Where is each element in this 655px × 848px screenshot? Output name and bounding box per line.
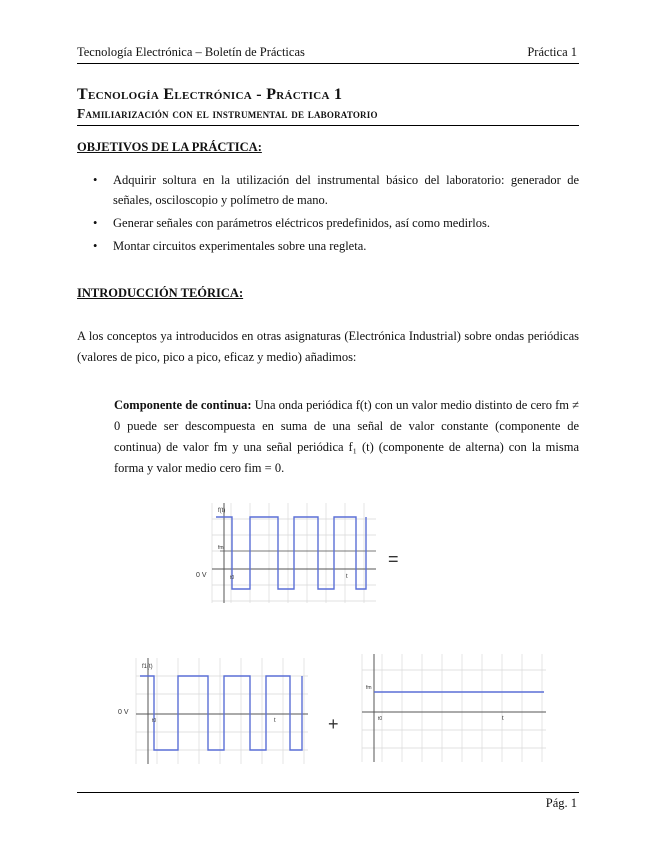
running-header-left: Tecnología Electrónica – Boletín de Prácticas <box>77 45 305 59</box>
component-paragraph <box>114 395 579 479</box>
document-subtitle: Familiarización con el instrumental de laboratorio <box>77 106 378 121</box>
list-item-text: Generar señales con parámetros eléctricos predefinidos, así como medirlos. <box>113 216 490 230</box>
t-label: t <box>502 716 504 722</box>
zero-volt-label: 0 V <box>196 572 207 579</box>
square-wave <box>140 676 302 750</box>
objectives-heading: OBJETIVOS DE LA PRÁCTICA: <box>77 140 262 154</box>
bullet-icon: • <box>93 216 98 230</box>
zero-volt-label: 0 V <box>118 709 129 716</box>
footer-rule <box>77 792 579 793</box>
t0-label: t0 <box>378 716 383 722</box>
t0-label: t0 <box>152 718 157 724</box>
bullet-icon: • <box>93 239 98 253</box>
list-item-text: Montar circuitos experimentales sobre una regleta. <box>113 239 367 253</box>
component-text: Una onda periódica f(t) con un valor medio distinto de cero fm ≠ 0 puede ser descompuesta en suma de una señal de valor constante (componente de continua) de valor fm y una señal periódica f₁ (t) (componente de alterna) con la misma forma y valor medio cero fim = 0. <box>114 398 579 475</box>
f1x-label: f1(t) <box>142 664 153 670</box>
intro-paragraph: A los conceptos ya introducidos en otras asignaturas (Electrónica Industrial) sobre ondas periódicas (valores de pico, pico a pico, eficaz y medio) añadimos: <box>77 329 579 364</box>
page-number: Pág. 1 <box>545 796 577 810</box>
figure-dc-component <box>358 650 558 764</box>
fm-label: fm <box>218 545 224 551</box>
square-wave <box>216 517 366 589</box>
title-rule <box>77 125 579 126</box>
equals-sign: = <box>388 549 399 569</box>
intro-heading: INTRODUCCIÓN TEÓRICA: <box>77 286 244 300</box>
t0-label: t0 <box>230 575 235 581</box>
component-label: Componente de continua: <box>114 398 252 412</box>
running-header-right: Práctica 1 <box>527 45 577 59</box>
fm-label: fm <box>366 685 372 691</box>
objectives-list <box>77 170 579 259</box>
list-item <box>77 236 579 256</box>
figure-square-wave-with-offset <box>190 497 420 607</box>
list-item <box>77 213 579 233</box>
list-item <box>77 170 579 210</box>
bullet-icon: • <box>93 173 98 187</box>
grid <box>136 658 308 764</box>
figure-alternating-component <box>112 654 352 766</box>
plus-sign: + <box>328 714 339 734</box>
document-title: Tecnología Electrónica - Práctica 1 <box>77 86 343 103</box>
t-label: t <box>274 718 276 724</box>
grid <box>362 654 546 762</box>
header-rule <box>77 63 579 64</box>
list-item-text: Adquirir soltura en la utilización del instrumental básico del laboratorio: generador de señales, osciloscopio y polímetro de mano. <box>113 173 579 207</box>
fx-label: f(t) <box>218 508 226 514</box>
t-label: t <box>346 574 348 580</box>
